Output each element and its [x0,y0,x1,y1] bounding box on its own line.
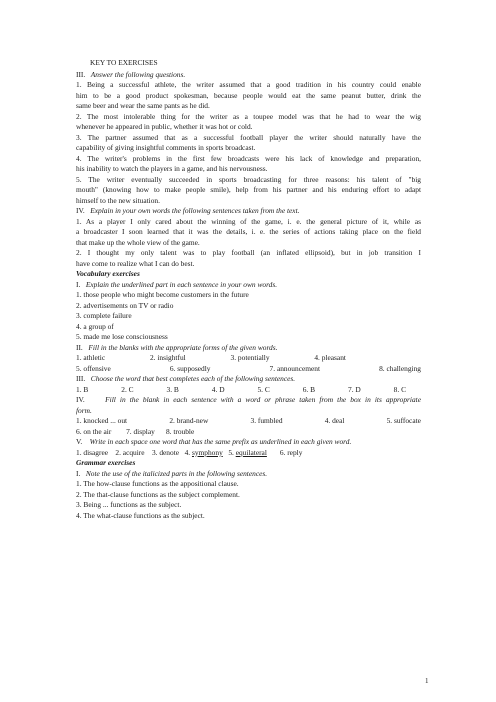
grammar-heading: Grammar exercises [76,458,136,467]
section-instruction: Choose the word that best completes each of the following sentences. [90,374,296,383]
answer-item: 2. brand-new [169,416,209,425]
answer-line: whenever he appeared in public, whether it was hot or cold. [76,122,253,131]
section-instruction: Note the use of the italicized parts in the following sentences. [85,468,268,478]
answer-line: that make up the whole view of the game. [76,237,200,247]
section-heading [76,343,421,354]
section-number: III. [76,69,86,79]
answer-line: him to be a good product spokesman, because people would eat the same peanut butter, drink the [76,90,421,100]
answer-item: 4. D [211,384,225,394]
vocabulary-heading: Vocabulary exercises [76,269,140,278]
answer-line: 2. The that-clause functions as the subject complement. [76,489,240,499]
answer-line: 4. a group of [76,321,114,331]
answer-item: 7. display [126,426,155,436]
answer-line: 1. As a player I only cared about the winning of the game, i. e. the general picture of it, while as [76,216,421,226]
section-heading [76,206,421,217]
page-title: KEY TO EXERCISES [90,58,158,67]
answer-line: 2. advertisements on TV or radio [76,300,174,310]
answer-row [76,416,421,427]
answer-line: 2. I thought my only talent was to play football (an inflated ellipsoid), but in job transition I [76,248,421,257]
answer-line: same beer and wear the same pants as he did. [76,101,210,110]
answer-item: 5. suffocate [386,416,421,425]
answer-line: 1. those people who might become customers in the future [76,290,249,299]
answer-line: his inability to watch the players in a game, and his nervousness. [76,164,268,173]
answer-item: 5. offensive [76,363,111,373]
answer-item: 5. C [257,384,270,394]
answer-item: 3. denote [151,447,180,457]
answer-item: 1. knocked ... out [76,416,128,425]
answer-line: capability of giving insightful comments in sports broadcast. [76,143,256,152]
section-instruction: Explain the underlined part in each sentence in your own words. [85,279,278,289]
section-instruction-cont: form. [76,405,92,415]
section-heading [76,395,421,406]
answer-line: 4. The what-clause functions as the subject. [76,510,205,520]
answer-item: 7. D [348,384,361,394]
section-instruction: Fill in the blank in each sentence with a word or phrase taken from the box in its appropriate [105,395,421,404]
answer-line: 1. The how-clause functions as the appositional clause. [76,479,239,488]
page-number: 1 [425,677,429,685]
answer-line: himself to the new situation. [76,195,160,205]
answer-item: 1. athletic [76,353,106,362]
answer-item: 6. on the air [76,426,112,436]
section-number: II. [76,342,83,352]
answer-item: 2. insightful [149,353,186,362]
answer-line: 5. made me lose consciousness [76,332,168,341]
answer-item: 2. C [121,384,134,394]
answer-item: 1. B [76,384,89,394]
answer-row [76,364,421,375]
answer-line: 1. Being a successful athlete, the writer assumed that a good tradition in his country could enable [76,80,421,89]
answer-item: 3. fumbled [250,416,283,425]
answer-item: 6. supposedly [169,363,211,373]
answer-line: have come to realize what I can do best. [76,258,195,268]
answer-row [76,427,421,438]
section-instruction: Explain in your own words the following sentences taken from the text. [90,206,300,215]
section-number: I. [76,468,81,478]
answer-item: 6. B [302,384,316,394]
answer-item: 8. trouble [165,426,195,436]
answer-item: 4. pleasant [314,353,346,362]
answer-item: 3. B [166,384,179,394]
answer-item: 5. [228,447,236,457]
answer-item: 1. disagree [76,447,109,457]
answer-item: 4. [184,447,192,457]
answer-item: 6. reply [279,447,303,457]
section-heading [76,437,421,448]
section-number: III. [76,374,86,383]
answer-line: 3. complete failure [76,311,132,320]
answer-item: 4. deal [324,416,345,425]
answer-line: mouth" (knowing how to make people smile), help from his partner and his enduring effort to adapt [76,185,421,194]
answer-item: 8. challenging [379,363,421,373]
section-heading [76,469,421,480]
answer-item: 3. potentially [230,353,270,362]
section-number: IV. [76,395,85,404]
answer-row [76,353,346,364]
section-heading [76,374,421,385]
section-instruction: Write in each space one word that has the same prefix as underlined in each given word. [89,437,352,446]
section-heading [76,280,421,291]
section-instruction: Answer the following questions. [90,69,186,79]
answer-item: 7. announcement [269,363,321,373]
answer-line: a broadcaster I soon learned that it was the details, i. e. the series of actions taking place on the field [76,227,421,236]
answer-line: 5. The writer eventually succeeded in sports broadcasting for three reasons: his talent of "big [76,174,421,184]
section-number: V. [76,437,83,446]
section-instruction: Fill in the blanks with the appropriate forms of the given words. [88,342,278,352]
underlined-prefix-word: equilateral [235,447,267,457]
answer-row [76,385,406,396]
answer-item: 8. C [393,384,406,394]
answer-line: 3. Being ... functions as the subject. [76,500,182,509]
underlined-prefix-word: symphony [191,447,223,457]
answer-row [76,448,421,459]
section-number: I. [76,279,81,289]
answer-line: 3. The partner assumed that as a successful football player the writer should naturally have the [76,132,421,142]
document-body [76,58,421,521]
answer-line: 2. The most intolerable thing for the writer as a toupee model was that he had to wear the wig [76,111,421,121]
section-number: IV. [76,206,85,215]
answer-line: 4. The writer's problems in the first few broadcasts were his lack of knowledge and preparation, [76,153,421,163]
answer-item: 2. acquire [115,447,145,457]
section-heading [76,70,421,81]
